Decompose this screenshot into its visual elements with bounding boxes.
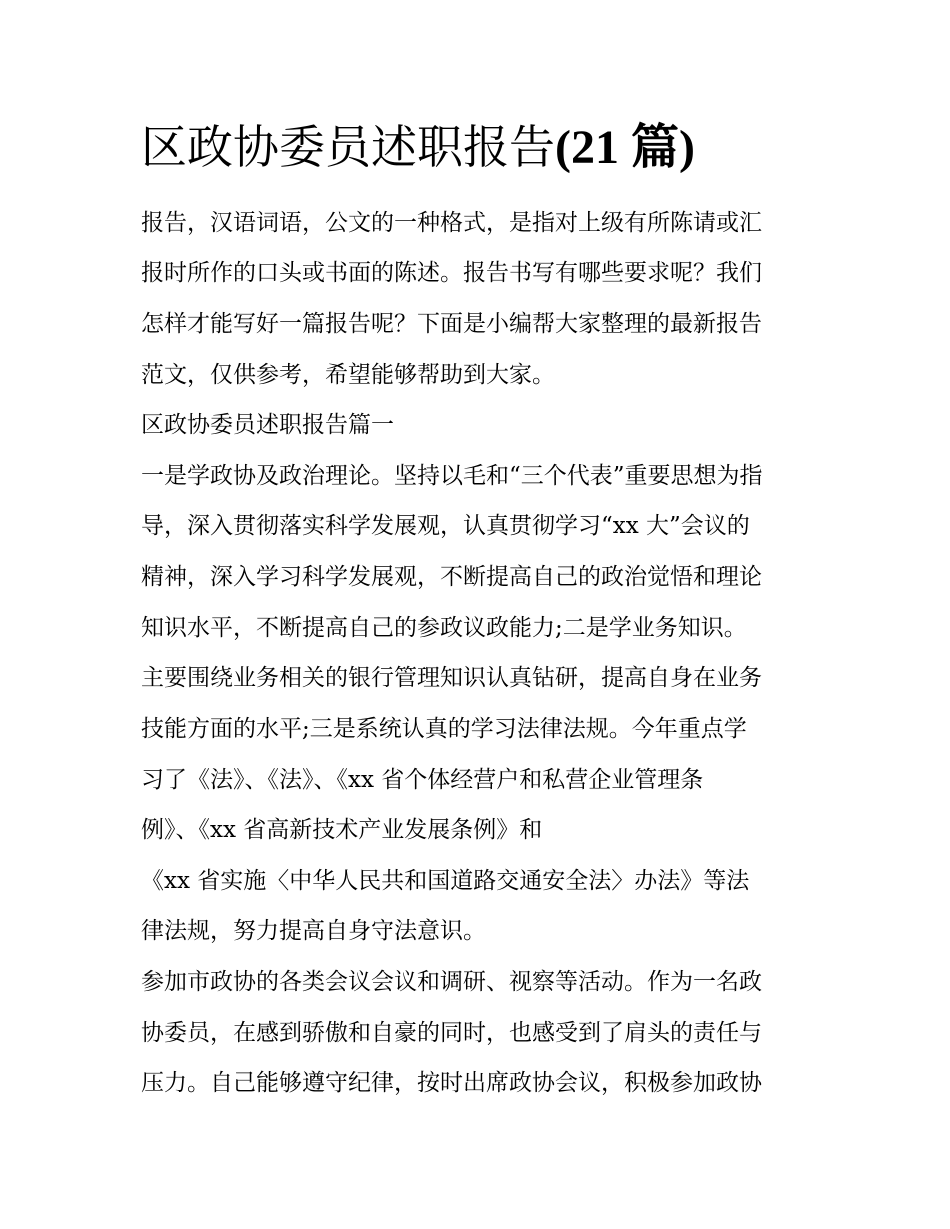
- text-line: 精神，深入学习科学发展观，不断提高自己的政治觉悟和理论: [141, 564, 762, 590]
- text-line: 导，深入贯彻落实科学发展观，认真贯彻学习“xx 大”会议的: [141, 513, 750, 539]
- text-line: 《xx 省实施〈中华人民共和国道路交通安全法〉办法》等法: [141, 868, 750, 894]
- document-title-suffix: (21 篇): [555, 121, 695, 174]
- document-title: [141, 116, 841, 179]
- text-line: 主要围绕业务相关的银行管理知识认真钻研，提高自身在业务: [141, 665, 762, 691]
- text-line: 技能方面的水平;三是系统认真的学习法律法规。今年重点学: [141, 716, 747, 742]
- text-line: 压力。自己能够遵守纪律，按时出席政协会议，积极参加政协: [141, 1070, 762, 1096]
- text-line: 报时所作的口头或书面的陈述。报告书写有哪些要求呢？我们: [141, 260, 762, 286]
- text-line: 怎样才能写好一篇报告呢？下面是小编帮大家整理的最新报告: [141, 311, 762, 337]
- text-line: 一是学政协及政治理论。坚持以毛和“三个代表”重要思想为指: [141, 463, 763, 489]
- text-line: 范文，仅供参考，希望能够帮助到大家。: [141, 362, 555, 388]
- text-line: 知识水平，不断提高自己的参政议政能力;二是学业务知识。: [141, 615, 747, 641]
- text-line: 习了《法》、《法》、《xx 省个体经营户和私营企业管理条: [141, 767, 704, 793]
- text-line: 协委员，在感到骄傲和自豪的同时，也感受到了肩头的责任与: [141, 1020, 762, 1046]
- text-line: 参加市政协的各类会议会议和调研、视察等活动。作为一名政: [141, 969, 762, 995]
- text-line: 报告，汉语词语，公文的一种格式，是指对上级有所陈请或汇: [141, 210, 762, 236]
- document-title-main: 区政协委员述职报告: [141, 120, 555, 174]
- text-line: 律法规，努力提高自身守法意识。: [141, 918, 486, 944]
- text-line: 例》、《xx 省高新技术产业发展条例》和: [141, 817, 543, 843]
- section-heading: 区政协委员述职报告篇一: [141, 412, 394, 438]
